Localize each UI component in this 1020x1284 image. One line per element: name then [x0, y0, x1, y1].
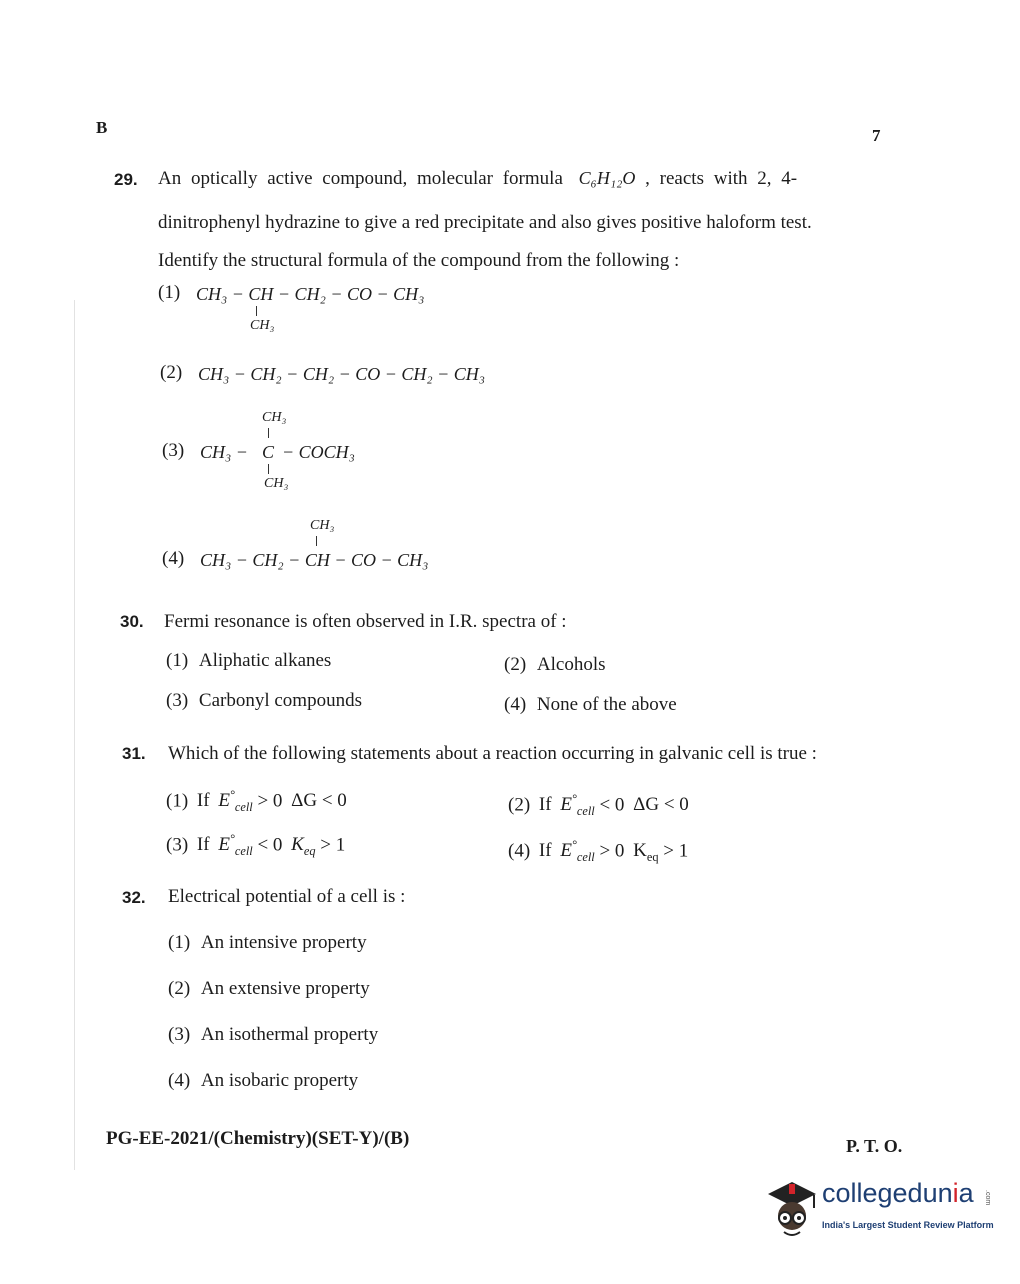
question-number: 32. [122, 888, 146, 907]
option-4[interactable]: (4) An isobaric property [168, 1070, 359, 1091]
brand-name: collegedunia [822, 1178, 974, 1208]
option-label: (3) [162, 440, 185, 461]
page-number: 7 [872, 126, 881, 145]
formula-right: − COCH₃ [282, 442, 355, 462]
option-3[interactable]: (3) An isothermal property [168, 1024, 379, 1045]
question-text-line1: An optically active compound, molecular formula C₆H₁₂O , reacts with 2, 4- [158, 168, 798, 189]
structural-formula: CH₃ − CH₂ − CH₂ − CO − CH₂ − CH₃ [198, 364, 486, 384]
structural-formula: CH₃ − CH − CH₂ − CO − CH₃ [196, 284, 425, 304]
cell-potential-symbol: $E^\circ_{cell}$ [218, 788, 253, 815]
option-2[interactable]: (2) An extensive property [168, 978, 370, 999]
option-4[interactable]: (4) If $E^\circ_{cell} > 0$ $K_{eq} > 1$ [508, 838, 689, 865]
option-3[interactable]: (3) If $E^\circ_{cell} < 0$ $K_{eq} > 1$ [166, 832, 346, 859]
center-carbon: C [262, 442, 275, 462]
equilibrium-constant-symbol: $K_{eq}$ [291, 834, 316, 859]
question-text-line3: Identify the structural formula of the compound from the following : [158, 250, 680, 271]
brand-tagline: India's Largest Student Review Platform [822, 1220, 994, 1230]
question-number: 31. [122, 744, 146, 763]
question-text: Which of the following statements about a reaction occurring in galvanic cell is true : [168, 743, 817, 764]
structural-formula: CH₃ − CH₂ − CH − CO − CH₃ [200, 550, 429, 570]
branch-group: CH₃ [250, 318, 275, 333]
question-text: Fermi resonance is often observed in I.R. spectra of : [164, 611, 567, 632]
cell-potential-symbol: $E^\circ_{cell}$ [560, 792, 595, 819]
bond-line [268, 428, 269, 438]
scan-edge [74, 300, 75, 1170]
set-letter: B [96, 118, 108, 137]
option-1[interactable]: (1) An intensive property [168, 932, 367, 953]
please-turn-over: P. T. O. [846, 1136, 903, 1156]
equilibrium-constant-symbol: $K_{eq}$ [633, 840, 659, 865]
bond-line [316, 536, 317, 546]
option-3[interactable]: (3) Carbonyl compounds [166, 690, 362, 711]
collegedunia-logo[interactable] [762, 1176, 992, 1248]
question-text: Electrical potential of a cell is : [168, 886, 406, 907]
question-number: 29. [114, 170, 138, 189]
option-1[interactable]: (1) Aliphatic alkanes [166, 650, 332, 671]
option-label: (2) [160, 362, 183, 383]
brand-domain: .com [984, 1190, 991, 1206]
option-4[interactable]: (4) None of the above [504, 694, 677, 715]
bond-line [256, 306, 257, 316]
cell-potential-symbol: $E^\circ_{cell}$ [560, 838, 595, 865]
question-number: 30. [120, 612, 144, 631]
option-1[interactable]: (1) If $E^\circ_{cell} > 0$ ΔG < 0 [166, 788, 347, 815]
option-label: (4) [162, 548, 185, 569]
mascot-icon [762, 1176, 820, 1240]
option-2[interactable]: (2) Alcohols [504, 654, 606, 675]
option-2[interactable]: (2) If $E^\circ_{cell} < 0$ ΔG < 0 [508, 792, 689, 819]
question-text-line2: dinitrophenyl hydrazine to give a red precipitate and also gives positive haloform test. [158, 212, 812, 233]
cell-potential-symbol: $E^\circ_{cell}$ [218, 832, 253, 859]
option-label: (1) [158, 282, 181, 303]
paper-code: PG-EE-2021/(Chemistry)(SET-Y)/(B) [106, 1128, 410, 1149]
branch-group: CH₃ [310, 518, 335, 533]
molecular-formula: C₆H₁₂O [578, 168, 636, 188]
bond-line [268, 464, 269, 474]
formula-left: CH₃ − [200, 442, 248, 462]
branch-group: CH₃ [264, 476, 289, 491]
branch-group: CH₃ [262, 410, 287, 425]
